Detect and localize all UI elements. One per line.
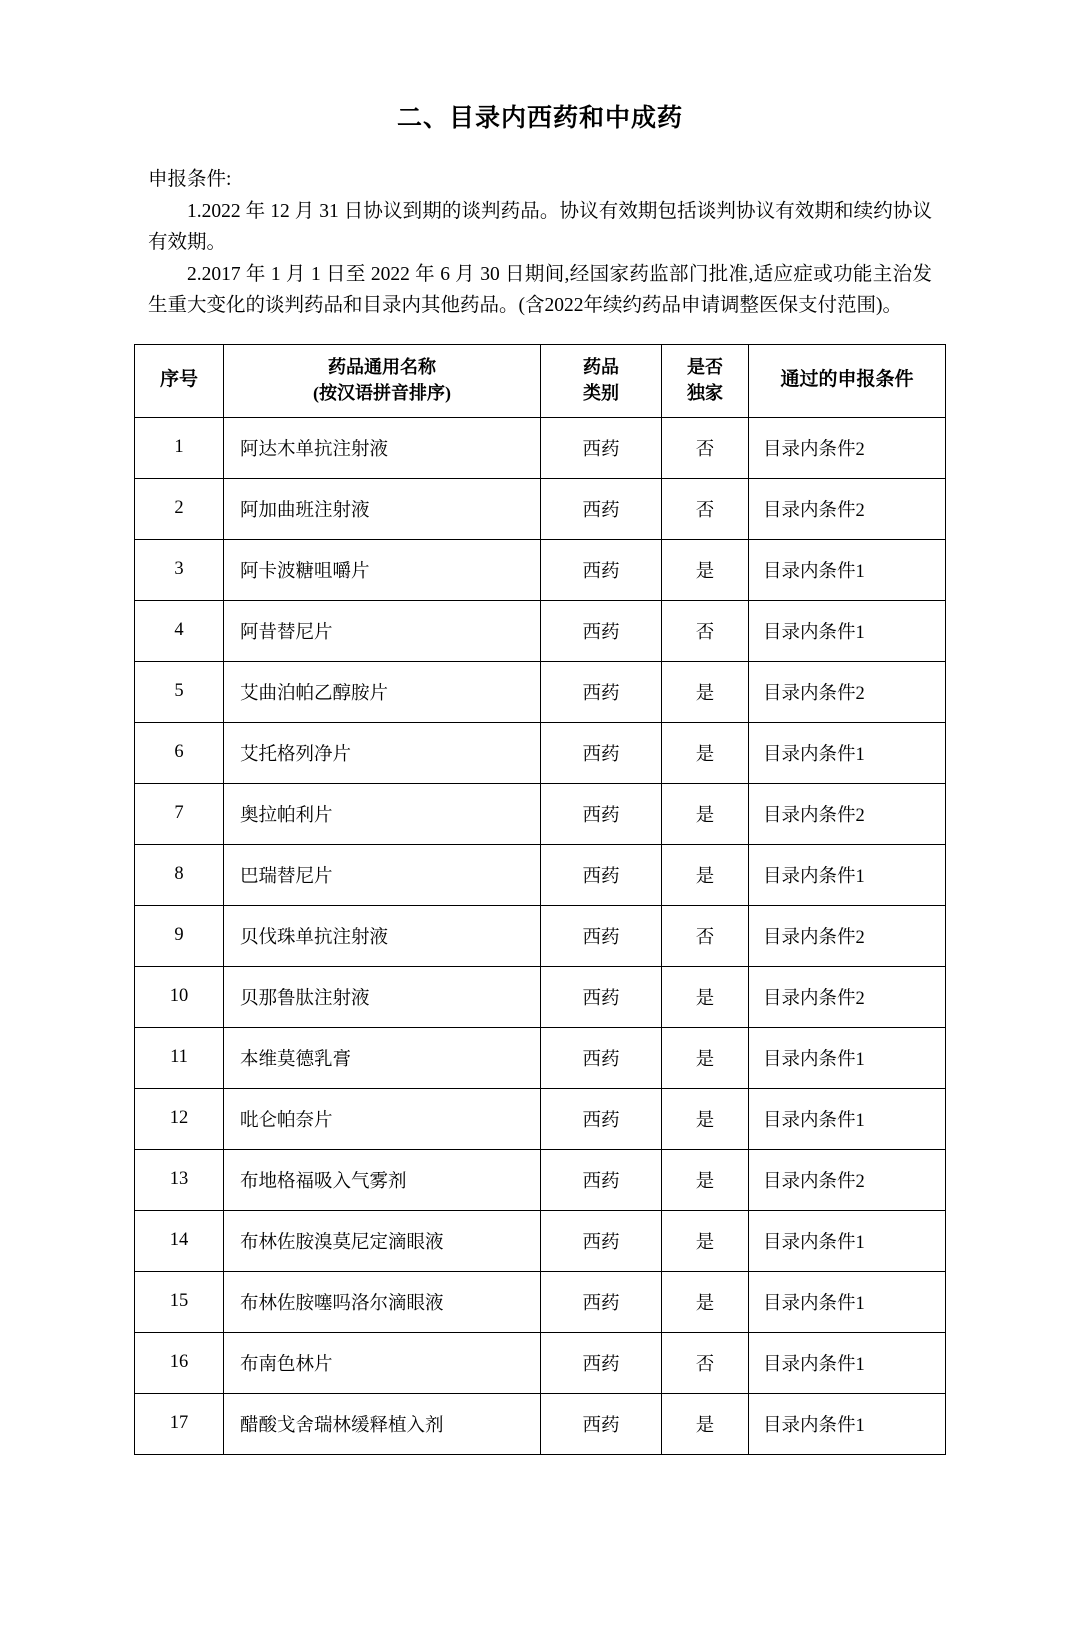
- table-row: [135, 478, 946, 539]
- cell-drug-name: 艾曲泊帕乙醇胺片: [224, 661, 541, 722]
- table-row: [135, 1210, 946, 1271]
- cell-drug-name: 布林佐胺噻吗洛尔滴眼液: [224, 1271, 541, 1332]
- cell-exclusive: 是: [662, 844, 749, 905]
- cell-drug-name: 布地格福吸入气雾剂: [224, 1149, 541, 1210]
- cell-exclusive: 是: [662, 1149, 749, 1210]
- table-row: [135, 600, 946, 661]
- intro-condition-2: 2.2017 年 1 月 1 日至 2022 年 6 月 30 日期间,经国家药监部门批准,适应症或功能主治发生重大变化的谈判药品和目录内其他药品。(含2022年续约药品申请调整医保支付范围)。: [148, 263, 932, 317]
- table-row: [135, 844, 946, 905]
- cell-category: 西药: [541, 1271, 662, 1332]
- cell-exclusive: 是: [662, 1210, 749, 1271]
- cell-condition: 目录内条件1: [749, 1027, 946, 1088]
- cell-exclusive: 是: [662, 783, 749, 844]
- cell-index: 7: [135, 783, 224, 844]
- table-row: [135, 905, 946, 966]
- cell-drug-name: 贝伐珠单抗注射液: [224, 905, 541, 966]
- cell-index: 3: [135, 539, 224, 600]
- cell-category: 西药: [541, 783, 662, 844]
- cell-index: 15: [135, 1271, 224, 1332]
- cell-exclusive: 否: [662, 417, 749, 478]
- cell-exclusive: 是: [662, 1393, 749, 1454]
- cell-index: 9: [135, 905, 224, 966]
- table-row: [135, 539, 946, 600]
- cell-exclusive: 是: [662, 1027, 749, 1088]
- cell-index: 14: [135, 1210, 224, 1271]
- cell-exclusive: 否: [662, 1332, 749, 1393]
- cell-drug-name: 阿昔替尼片: [224, 600, 541, 661]
- table-row: [135, 1393, 946, 1454]
- cell-condition: 目录内条件1: [749, 1332, 946, 1393]
- cell-exclusive: 是: [662, 539, 749, 600]
- header-drug-name: [224, 344, 541, 417]
- page-title: 二、目录内西药和中成药: [396, 104, 683, 132]
- cell-exclusive: 是: [662, 661, 749, 722]
- header-exclusive-line1: 是否: [687, 357, 723, 378]
- cell-drug-name: 奥拉帕利片: [224, 783, 541, 844]
- intro-section: [148, 164, 932, 322]
- table-header-row: [135, 344, 946, 417]
- cell-index: 17: [135, 1393, 224, 1454]
- table-row: [135, 1027, 946, 1088]
- cell-drug-name: 醋酸戈舍瑞林缓释植入剂: [224, 1393, 541, 1454]
- cell-condition: 目录内条件1: [749, 539, 946, 600]
- cell-condition: 目录内条件2: [749, 417, 946, 478]
- cell-drug-name: 贝那鲁肽注射液: [224, 966, 541, 1027]
- cell-condition: 目录内条件2: [749, 905, 946, 966]
- cell-condition: 目录内条件2: [749, 661, 946, 722]
- cell-category: 西药: [541, 905, 662, 966]
- table-body: [135, 417, 946, 1454]
- cell-condition: 目录内条件1: [749, 844, 946, 905]
- cell-index: 12: [135, 1088, 224, 1149]
- cell-category: 西药: [541, 1088, 662, 1149]
- cell-category: 西药: [541, 600, 662, 661]
- cell-index: 13: [135, 1149, 224, 1210]
- table-row: [135, 1271, 946, 1332]
- header-category-line1: 药品: [583, 357, 619, 378]
- cell-exclusive: 是: [662, 966, 749, 1027]
- cell-category: 西药: [541, 1210, 662, 1271]
- cell-category: 西药: [541, 417, 662, 478]
- cell-category: 西药: [541, 966, 662, 1027]
- cell-category: 西药: [541, 1149, 662, 1210]
- header-category: [541, 344, 662, 417]
- cell-condition: 目录内条件2: [749, 966, 946, 1027]
- cell-exclusive: 是: [662, 1088, 749, 1149]
- cell-index: 16: [135, 1332, 224, 1393]
- header-index: 序号: [135, 344, 224, 417]
- cell-category: 西药: [541, 661, 662, 722]
- cell-exclusive: 否: [662, 600, 749, 661]
- cell-category: 西药: [541, 478, 662, 539]
- table-row: [135, 417, 946, 478]
- cell-drug-name: 巴瑞替尼片: [224, 844, 541, 905]
- cell-exclusive: 否: [662, 478, 749, 539]
- cell-exclusive: 是: [662, 722, 749, 783]
- header-exclusive: [662, 344, 749, 417]
- cell-index: 2: [135, 478, 224, 539]
- table-row: [135, 1332, 946, 1393]
- cell-drug-name: 阿加曲班注射液: [224, 478, 541, 539]
- cell-category: 西药: [541, 1027, 662, 1088]
- cell-condition: 目录内条件2: [749, 1149, 946, 1210]
- cell-drug-name: 艾托格列净片: [224, 722, 541, 783]
- cell-drug-name: 本维莫德乳膏: [224, 1027, 541, 1088]
- cell-drug-name: 阿达木单抗注射液: [224, 417, 541, 478]
- cell-index: 8: [135, 844, 224, 905]
- header-condition: 通过的申报条件: [749, 344, 946, 417]
- intro-condition-1: 1.2022 年 12 月 31 日协议到期的谈判药品。协议有效期包括谈判协议有效期和续约协议有效期。: [148, 200, 932, 254]
- intro-lead: 申报条件:: [148, 169, 232, 190]
- cell-index: 5: [135, 661, 224, 722]
- table-row: [135, 966, 946, 1027]
- cell-condition: 目录内条件1: [749, 1393, 946, 1454]
- cell-category: 西药: [541, 1393, 662, 1454]
- drug-table: [134, 344, 946, 1455]
- cell-drug-name: 布林佐胺溴莫尼定滴眼液: [224, 1210, 541, 1271]
- cell-index: 11: [135, 1027, 224, 1088]
- cell-index: 10: [135, 966, 224, 1027]
- header-category-line2: 类别: [583, 382, 619, 403]
- cell-drug-name: 阿卡波糖咀嚼片: [224, 539, 541, 600]
- table-row: [135, 1088, 946, 1149]
- cell-condition: 目录内条件2: [749, 783, 946, 844]
- cell-exclusive: 否: [662, 905, 749, 966]
- cell-condition: 目录内条件1: [749, 1088, 946, 1149]
- table-row: [135, 661, 946, 722]
- cell-condition: 目录内条件1: [749, 600, 946, 661]
- cell-index: 4: [135, 600, 224, 661]
- header-drug-name-line1: 药品通用名称: [328, 357, 436, 378]
- table-row: [135, 1149, 946, 1210]
- table-row: [135, 722, 946, 783]
- cell-condition: 目录内条件1: [749, 1271, 946, 1332]
- cell-category: 西药: [541, 1332, 662, 1393]
- cell-category: 西药: [541, 722, 662, 783]
- cell-drug-name: 布南色林片: [224, 1332, 541, 1393]
- cell-condition: 目录内条件1: [749, 1210, 946, 1271]
- table-header: [135, 344, 946, 417]
- cell-index: 1: [135, 417, 224, 478]
- cell-condition: 目录内条件2: [749, 478, 946, 539]
- table-row: [135, 783, 946, 844]
- cell-exclusive: 是: [662, 1271, 749, 1332]
- cell-drug-name: 吡仑帕奈片: [224, 1088, 541, 1149]
- cell-condition: 目录内条件1: [749, 722, 946, 783]
- cell-index: 6: [135, 722, 224, 783]
- header-exclusive-line2: 独家: [687, 382, 723, 403]
- header-drug-name-line2: (按汉语拼音排序): [313, 382, 451, 403]
- cell-category: 西药: [541, 539, 662, 600]
- document-page: [0, 98, 1080, 1625]
- cell-category: 西药: [541, 844, 662, 905]
